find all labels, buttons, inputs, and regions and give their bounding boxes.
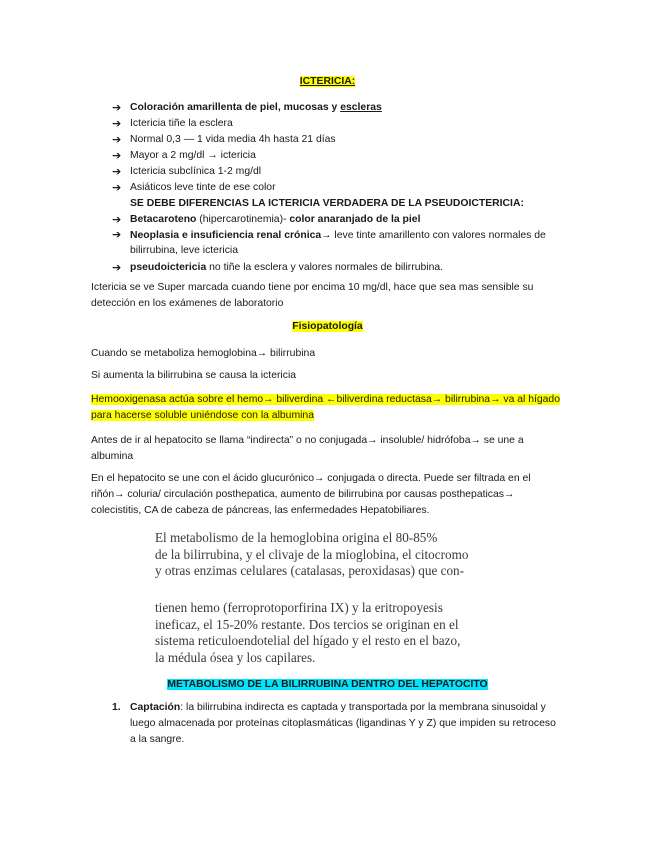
scan-line: sistema reticuloendotelial del hígado y el resto en el bazo, [155,633,461,648]
ictericia-bullet-list [112,100,562,276]
section-heading-metabolismo: METABOLISMO DE LA BILIRRUBINA DENTRO DEL HEPATOCITO [167,679,488,690]
scan-line: y otras enzimas celulares (catalasas, peroxidasas) que con- [155,563,465,578]
arrow-icon: ➔ [112,102,122,114]
list-item: ➔ Normal 0,3 — 1 vida media 4h hasta 21 días [112,134,336,146]
subheading: SE DEBE DIFERENCIAS LA ICTERICIA VERDADERA DE LA PSEUDOICTERICIA: [130,198,524,209]
list-item: ➔ Betacaroteno (hipercarotinemia)- color anaranjado de la piel [112,214,421,226]
list-item: ➔ Asiáticos leve tinte de ese color [112,182,276,194]
title-text: ICTERICIA: [299,76,356,87]
arrow-icon: ➔ [112,182,122,194]
section-heading-fisiopatologia: Fisiopatología [292,321,363,332]
list-item: ➔ Ictericia tiñe la esclera [112,118,233,130]
scan-line: ineficaz, el 15-20% restante. Dos tercios se originan en el [155,616,459,632]
scan-line: El metabolismo de la hemoglobina origina el 80-85% [155,530,438,545]
arrow-icon: ➔ [112,134,122,146]
list-item: ➔ Coloración amarillenta de piel, mucosas y escleras [112,102,382,114]
arrow-icon: ➔ [112,166,122,178]
arrow-icon: ➔ [112,229,122,241]
list-item: 1. Captación: la bilirrubina indirecta es captada y transportada por la membrana sinusoidal y luego almacenada por proteínas citoplasmáticas (ligandinas Y y Z) que impiden su retroceso a la sangre. [112,702,556,745]
scanned-text-block-1 [155,530,555,580]
paragraph-indirecta: Antes de ir al hepatocito se llama “indirecta” o no conjugada→ insoluble/ hidrófoba→ se une a albumina [91,435,524,462]
list-item: ➔ Ictericia subclínica 1-2 mg/dl [112,166,262,178]
arrow-icon: ➔ [112,262,122,274]
arrow-icon: ➔ [112,214,122,226]
paragraph-aumenta: Si aumenta la bilirrubina se causa la ictericia [91,370,297,381]
scan-line: tienen hemo (ferroprotoporfirina IX) y la eritropoyesis [155,600,443,615]
paragraph-hepatocito: En el hepatocito se une con el ácido glucurónico→ conjugada o directa. Puede ser filtrada en el riñón→ coluria/ circulación posthepatica, aumento de bilirrubina por causas posthepaticas→ colecistitis, CA de cabeza de páncreas, las enfermedades Hepatobiliares. [91,473,531,516]
list-item: ➔ Neoplasia e insuficiencia renal crónica→ leve tinte amarillento con valores normales de bilirrubina, leve ictericia [112,229,546,256]
item-number: 1. [112,702,121,713]
arrow-icon: ➔ [112,118,122,130]
list-item: ➔ pseudoictericia no tiñe la esclera y valores normales de bilirrubina. [112,262,444,274]
paragraph-ictericia-marcada: Ictericia se ve Super marcada cuando tiene por encima 10 mg/dl, hace que sea mas sensible su detección en los exámenes de laboratorio [91,282,534,309]
list-item: ➔ Mayor a 2 mg/dl → ictericia [112,150,256,162]
paragraph-metaboliza: Cuando se metaboliza hemoglobina→ bilirrubina [91,348,316,359]
scan-line: la médula ósea y los capilares. [155,649,316,665]
metabolism-steps-list [112,700,562,748]
page-title [0,76,655,87]
paragraph-hemooxigenasa: Hemooxigenasa actúa sobre el hemo→ biliverdina ←biliverdina reductasa→ bilirrubina→ va al hígado para hacerse soluble uniéndose con la albumina [91,394,560,421]
arrow-icon: ➔ [112,150,122,162]
scan-line: de la bilirrubina, y el clivaje de la mioglobina, el citocromo [155,546,469,562]
scanned-text-block-2 [155,600,555,666]
